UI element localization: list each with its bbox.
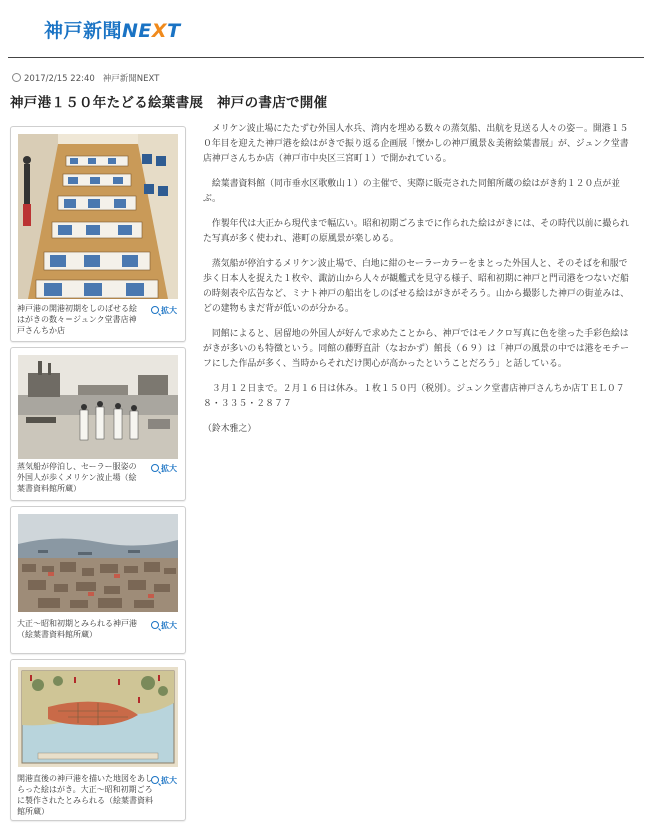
magnifier-icon: [151, 776, 159, 784]
logo-text-next: NEXT: [122, 20, 181, 42]
zoom-button[interactable]: 拡大: [151, 775, 177, 786]
article-paragraph: ３月１２日まで。２月１６日は休み。１枚１５０円（税別）。ジュンク堂書店神戸さんちか店ＴＥＬ０７８・３３５・２８７７: [203, 384, 625, 409]
zoom-button[interactable]: 拡大: [151, 463, 177, 474]
article-paragraph: 蒸気船が停泊するメリケン波止場で、白地に紺のセーラーカラーをまとった外国人と、そのそばを和服で歩く日本人を捉えた１枚や、諏訪山から人々が観艦式を見守る様子、昭和初期に神戸と門司港をつないだ船の時刻表や広告など、ミナト神戸の船出をしのばせる絵はがきがそろう。山から撮影した神戸の街並みは、どの建物もまだ背が低いのが分かる。: [203, 259, 629, 314]
article-paragraph: 同館によると、居留地の外国人が好んで求めたことから、神戸ではモノクロ写真に色を塗った手彩色絵はがきが多いのも特徴という。同館の藤野直計（なおかず）館長（６９）は「神戸の風景の中では港をモチーフにした作品が多く、当時からそれだけ関心が高かったということだろう」と話している。: [203, 329, 629, 369]
article-paragraph: 絵葉書資料館（同市垂水区歌敷山１）の主催で、実際に販売された同館所蔵の絵はがき約１２０点が並ぶ。: [203, 179, 620, 204]
photo-caption: 蒸気船が停泊し、セーラー服姿の外国人が歩くメリケン波止場（絵葉書資料館所蔵）: [17, 462, 137, 493]
publish-date: 2017/2/15 22:40: [24, 74, 95, 84]
source-label: 神戸新聞NEXT: [102, 74, 160, 84]
photo-caption: 神戸港の開港初期をしのばせる絵はがきの数々＝ジュンク堂書店神戸さんちか店: [17, 304, 137, 335]
article-credit: （鈴木雅之）: [203, 424, 257, 434]
logo-text-jp: 神戸新聞: [44, 20, 123, 42]
article-title: 神戸港１５０年たどる絵葉書展 神戸の書店で開催: [10, 95, 328, 111]
photo-caption: 開港直後の神戸港を描いた地図をあしらった絵はがき。大正～昭和初期ごろに製作されたとみられる（絵葉書資料館所蔵）: [17, 774, 153, 816]
photo-card-2: [10, 347, 186, 501]
site-logo[interactable]: [44, 16, 181, 43]
article-paragraph: 作製年代は大正から現代まで幅広い。昭和初期ごろまでに作られた絵はがきには、その時代以前に撮られた写真が多く使われ、港町の原風景が楽しめる。: [203, 219, 630, 244]
photo-card-3: [10, 506, 186, 654]
magnifier-icon: [151, 464, 159, 472]
photo-card-1: [10, 126, 186, 342]
photo-card-4: [10, 659, 186, 821]
photo-caption: 大正～昭和初期とみられる神戸港（絵葉書資料館所蔵）: [17, 619, 137, 639]
zoom-button[interactable]: 拡大: [151, 305, 177, 316]
article-body: [203, 122, 635, 447]
magnifier-icon: [151, 306, 159, 314]
magnifier-icon: [151, 621, 159, 629]
article-meta: [12, 72, 167, 84]
photo-port-map-postcard[interactable]: [18, 667, 178, 767]
header-divider: [8, 57, 644, 58]
zoom-button[interactable]: 拡大: [151, 620, 177, 631]
article-paragraph: メリケン波止場にたたずむ外国人水兵、湾内を埋める数々の蒸気船、出航を見送る人々の姿－。開港１５０年目を迎えた神戸港を絵はがきで振り返る企画展「懐かしの神戸風景＆美術絵葉書展」が、ジュンク堂書店神戸さんちか店（神戸市中央区三宮町１）で開かれている。: [203, 124, 629, 164]
clock-icon: [12, 73, 21, 82]
photo-meriken-pier[interactable]: [18, 355, 178, 459]
photo-kobe-port-aerial[interactable]: [18, 514, 178, 612]
photo-bookstore-display[interactable]: [18, 134, 178, 299]
